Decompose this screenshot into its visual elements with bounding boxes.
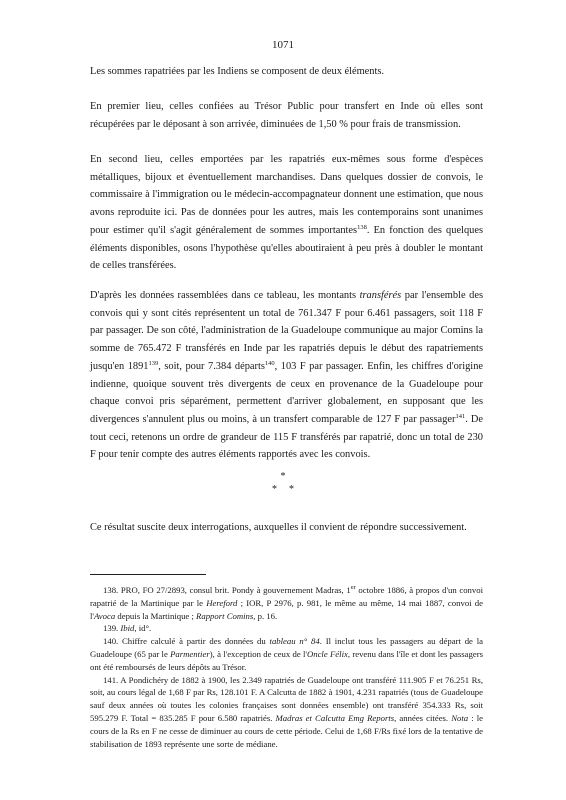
footnote-ref-138[interactable]: 138	[357, 223, 367, 231]
footnote-text: octobre 1886, à propos d'un convoi rapatrié de la Martinique par le	[90, 585, 483, 608]
table-reference: tableau n° 84	[269, 636, 320, 647]
footnote-text: ), à l'exception de ceux de l'	[209, 648, 307, 659]
footnote-separator	[90, 574, 206, 575]
asterisk-row	[0, 483, 566, 496]
footnote-141	[90, 674, 483, 751]
asterisk-left: *	[272, 484, 277, 495]
report-title: Rapport Comins	[196, 610, 254, 621]
footnote-text: 138. PRO, FO 27/2893, consul brit. Pondy à gouvernement Madras, 1	[103, 585, 351, 595]
paragraph-text: . De tout ceci, retenons un ordre de grandeur de 115 F transférés par rapatrié, donc un total de 230 F pour tenir compte des autres éléments rapportés avec les convois.	[90, 413, 484, 461]
footnote-text: , p. 16.	[253, 610, 278, 621]
footnote-text: , id°.	[134, 623, 152, 634]
footnote-140	[90, 635, 483, 673]
nota-label: Nota	[451, 712, 469, 723]
paragraph-first-element: En premier lieu, celles confiées au Trésor Public pour transfert en Inde où elles sont récupérées par le déposant à son arrivée, diminuées de 1,50 % pour frais de transmission.	[90, 101, 483, 130]
asterisk-right: *	[289, 484, 294, 495]
footnote-139	[90, 622, 483, 635]
footnote-text: 140. Chiffre calculé à partir des données du	[103, 636, 270, 647]
ship-name: Oncle Félix	[306, 648, 348, 659]
section-break-asterism	[0, 470, 566, 496]
footnotes	[90, 584, 483, 750]
footnote-text: 141. A Pondichéry de 1882 à 1900, les 2.349 rapatriés de Guadeloupe ont transféré 111.905 F et 76.251 Rs, soit, au cours légal de 1,68 F par Rs, 128.101 F. A Calcutta de 1882 à 1901, 4.231 rapatriés (tous de Guadeloupe sauf deux années où toutes les colonies françaises sont données ensemble) ont transféré 354.333 Rs, soit 595.279 F. Total = 835.285 F pour 6.580 rapatriés.	[90, 674, 483, 723]
paragraph-data-summary	[90, 287, 483, 464]
footnote-138	[90, 584, 483, 622]
footnote-text: , revenu dans l'île et dont les passagers ont été remboursés de leurs dépôts au Trésor.	[90, 648, 483, 672]
report-title: Madras et Calcutta Emg Reports	[275, 712, 395, 723]
ordinal-superscript: er	[350, 584, 356, 591]
paragraph-text: . En fonction des quelques éléments disponibles, osons l'hypothèse qu'elles aboutiraient à peu près à doubler le montant de celles transférées.	[90, 224, 483, 272]
footnote-text: : le cours de la Rs en F ne cesse de diminuer au cours de cette période. Celui de 1,68 F/Rs fixé lors de la tentative de stabilisation de 1893 représente une sorte de médiane.	[90, 712, 484, 749]
ship-name: Parmentier	[170, 648, 210, 659]
paragraph-text: , 103 F par passager. Enfin, les chiffres d'origine indienne, quoique souvent très divergents de ceux en provenance de la Guadeloupe pour chaque convoi pris séparément, permettent d'arriver globalement, en supposant que les divergences s'annulent plus ou moins, à un transfert comparable de 127 F par passager	[90, 360, 483, 425]
footnote-text: 139.	[103, 623, 121, 634]
footnote-ref-140[interactable]: 140	[264, 359, 275, 367]
asterisk-top: *	[280, 471, 286, 482]
page-number: 1071	[272, 39, 294, 51]
footnote-ref-141[interactable]: 141	[455, 412, 466, 420]
footnote-text: . Il inclut tous les passagers au départ de la Guadeloupe (65 par le	[90, 636, 483, 659]
italic-term: transférés	[359, 290, 402, 301]
footnote-text: , années citées.	[394, 712, 452, 723]
paragraph-intro: Les sommes rapatriées par les Indiens se composent de deux éléments.	[90, 66, 385, 77]
footnote-text: depuis la Martinique ;	[115, 610, 197, 621]
footnote-ref-139[interactable]: 139	[148, 359, 159, 367]
footnote-text: ; IOR, P 2976, p. 981, le même au même, 14 mai 1887, convoi de l'	[90, 597, 483, 621]
paragraph-text: , soit, pour 7.384 départs	[158, 360, 265, 372]
paragraph-text: D'après les données rassemblées dans ce tableau, les montants	[90, 290, 360, 301]
paragraph-second-element	[90, 151, 483, 275]
paragraph-conclusion: Ce résultat suscite deux interrogations, auxquelles il convient de répondre successivement.	[90, 522, 467, 533]
ship-name: Hereford	[206, 597, 238, 608]
ship-name: Avoca	[93, 610, 116, 621]
paragraph-text: par l'ensemble des convois qui y sont cités représentent un total de 761.347 F pour 6.461 passagers, soit 118 F par passager. De son côté, l'administration de la Guadeloupe communique au major Comins la somme de 765.472 F transférés en Inde par les rapatriés depuis le début des rapatriements jusqu'en 1891	[90, 290, 483, 372]
paragraph-text: En second lieu, celles emportées par les rapatriés eux-mêmes sous forme d'espèces métalliques, bijoux et éventuellement marchandises. Dans quelques dossier de convois, le commissaire à l'immigration ou le médecin-accompagnateur donnent une estimation, que nous avons reproduite ici. Pas de données pour les autres, mais les contemporains sont unanimes pour estimer qu'il s'agit généralement de sommes importantes	[90, 154, 483, 236]
ibid: Ibid	[120, 623, 135, 634]
